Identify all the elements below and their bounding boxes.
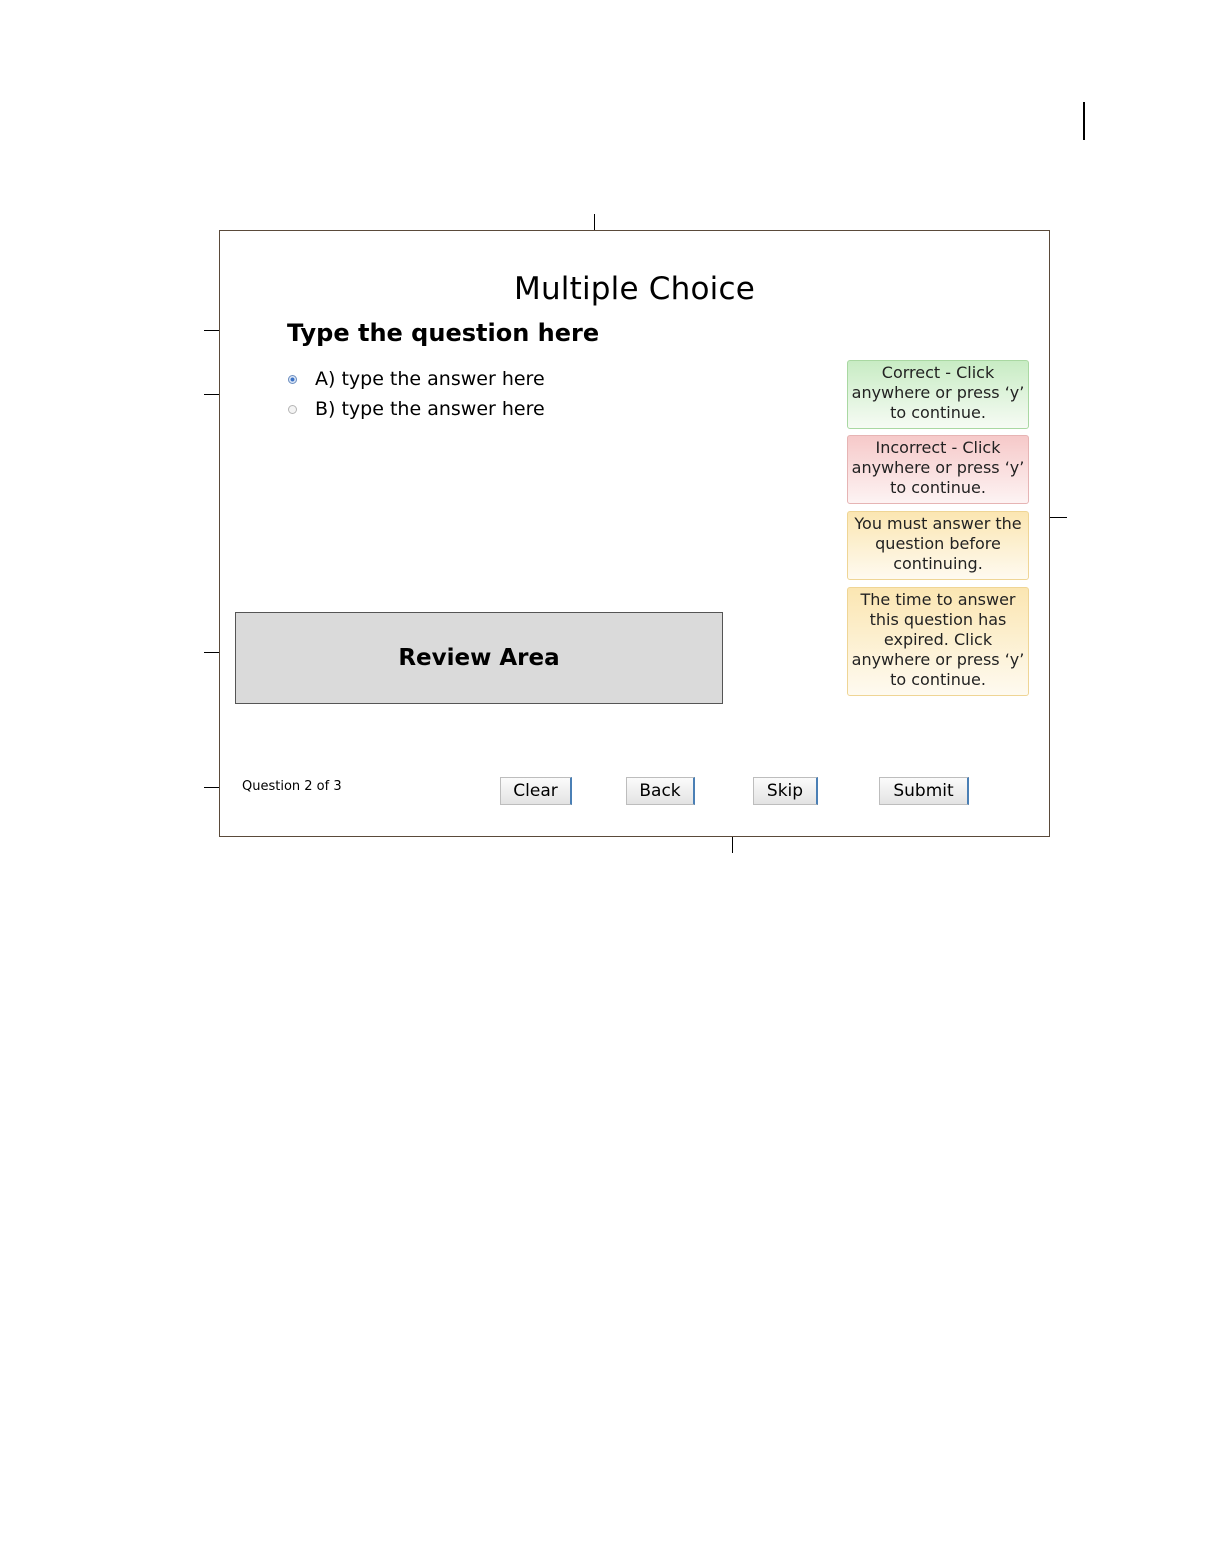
back-button[interactable]: Back (626, 777, 695, 805)
answer-option-b[interactable] (288, 398, 545, 420)
answer-label: B) type the answer here (315, 398, 545, 420)
radio-selected-icon[interactable] (288, 375, 297, 384)
answer-label: A) type the answer here (315, 368, 545, 390)
feedback-must-answer-caption: You must answer the question before continuing. (847, 511, 1029, 580)
quiz-slide (219, 230, 1050, 837)
clear-button[interactable]: Clear (500, 777, 572, 805)
question-text: Type the question here (287, 319, 600, 347)
skip-button[interactable]: Skip (753, 777, 818, 805)
feedback-correct-caption: Correct - Click anywhere or press ‘y’ to continue. (847, 360, 1029, 429)
page-margin-mark (1083, 102, 1085, 140)
feedback-time-expired-caption: The time to answer this question has expired. Click anywhere or press ‘y’ to continue. (847, 587, 1029, 696)
feedback-incorrect-caption: Incorrect - Click anywhere or press ‘y’ to continue. (847, 435, 1029, 504)
radio-unselected-icon[interactable] (288, 405, 297, 414)
question-progress: Question 2 of 3 (242, 779, 342, 794)
submit-button[interactable]: Submit (879, 777, 969, 805)
review-area: Review Area (235, 612, 723, 704)
quiz-title: Multiple Choice (514, 271, 755, 307)
answer-option-a[interactable] (288, 368, 545, 390)
